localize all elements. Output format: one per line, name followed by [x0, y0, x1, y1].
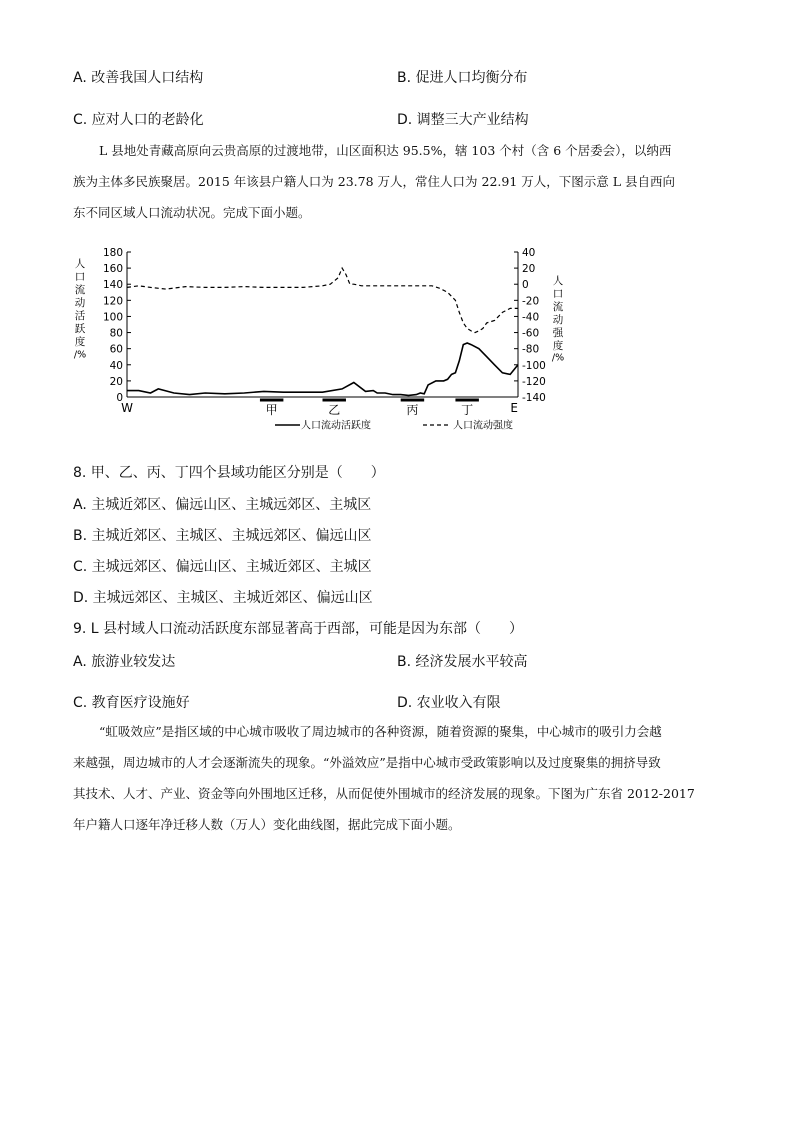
q8-option-d[interactable]: D. 主城远郊区、主城区、主城近郊区、偏远山区 [73, 590, 373, 606]
option-c-prev[interactable]: C. 应对人口的老龄化 [73, 112, 204, 128]
left-axis-label-unit: /% [73, 349, 87, 361]
left-tick-label: 140 [102, 279, 123, 292]
passage-line: 东不同区域人口流动状况。完成下面小题。 [73, 205, 311, 220]
population-flow-chart [70, 240, 565, 440]
q9-stem: 9. L 县村域人口流动活跃度东部显著高于西部，可能是因为东部（ ） [73, 621, 524, 637]
right-tick-label: -20 [522, 295, 540, 308]
right-axis-label-char: 口 [552, 288, 564, 300]
right-axis-label-char: 动 [552, 314, 564, 326]
right-tick-label: -80 [522, 343, 540, 356]
left-axis-label-char: 动 [74, 297, 86, 309]
q9-option-d[interactable]: D. 农业收入有限 [397, 695, 501, 711]
zone-label: 甲 [265, 403, 278, 417]
passage-siphon-effect [73, 716, 733, 840]
left-tick-label: 40 [109, 359, 123, 372]
left-tick-label: 20 [109, 375, 123, 388]
zone-label: 丙 [406, 403, 419, 417]
q8-option-b[interactable]: B. 主城近郊区、主城区、主城远郊区、偏远山区 [73, 528, 372, 544]
right-axis-label-char: 流 [552, 301, 564, 313]
passage-line: 族为主体多民族聚居。2015 年该县户籍人口为 23.78 万人，常住人口为 22.91 万人，下图示意 L 县自西向 [73, 174, 675, 189]
left-axis-label-char: 人 [74, 258, 86, 270]
right-axis-label [552, 274, 564, 363]
right-tick-label: -100 [522, 359, 546, 372]
option-a-prev[interactable]: A. 改善我国人口结构 [73, 70, 204, 86]
passage-line: 来越强，周边城市的人才会逐渐流失的现象。“外溢效应”是指中心城市受政策影响以及过度聚集的拥挤导致 [73, 755, 661, 770]
series-line-activity [127, 343, 518, 395]
left-tick-label: 0 [116, 392, 123, 404]
left-axis-label-char: 流 [74, 284, 86, 296]
zone-label: 丁 [461, 403, 474, 417]
left-tick-label: 60 [109, 343, 123, 356]
left-tick-label: 100 [102, 311, 123, 324]
passage-line: “虹吸效应”是指区域的中心城市吸收了周边城市的各种资源，随着资源的聚集，中心城市的吸引力会越 [99, 724, 662, 739]
q8-option-a[interactable]: A. 主城近郊区、偏远山区、主城远郊区、主城区 [73, 497, 372, 513]
right-axis-label-char: 强 [552, 327, 564, 339]
right-tick-label: 0 [522, 279, 529, 292]
option-b-prev[interactable]: B. 促进人口均衡分布 [397, 70, 528, 86]
left-axis-label-char: 口 [74, 271, 86, 283]
left-tick-label: 160 [102, 263, 123, 276]
passage-l-county [73, 135, 733, 228]
left-tick-label: 180 [102, 247, 123, 259]
q9-option-a[interactable]: A. 旅游业较发达 [73, 654, 176, 670]
left-axis-label-char: 活 [74, 310, 86, 322]
right-tick-label: -120 [522, 375, 546, 388]
right-tick-label: 40 [522, 247, 536, 259]
x-label-east: E [510, 401, 518, 415]
q9-option-b[interactable]: B. 经济发展水平较高 [397, 654, 528, 670]
left-tick-label: 120 [102, 295, 123, 308]
right-tick-label: -40 [522, 311, 540, 324]
right-axis-label-char: 人 [552, 275, 564, 287]
right-axis-label-char: 度 [552, 340, 564, 352]
left-tick-label: 80 [109, 327, 123, 340]
q8-stem: 8. 甲、乙、丙、丁四个县域功能区分别是（ ） [73, 465, 385, 481]
left-axis-label-char: 跃 [74, 323, 86, 335]
right-tick-label: -60 [522, 327, 540, 340]
passage-line: L 县地处青藏高原向云贵高原的过渡地带，山区面积达 95.5%，辖 103 个村（含 6 个居委会），以纳西 [99, 143, 672, 158]
left-axis-label [74, 257, 86, 360]
legend-label-activity: 人口流动活跃度 [301, 420, 371, 432]
series-line-intensity [127, 268, 518, 333]
right-tick-label: -140 [522, 392, 546, 404]
option-d-prev[interactable]: D. 调整三大产业结构 [397, 112, 529, 128]
left-axis-label-char: 度 [74, 336, 86, 348]
q9-option-c[interactable]: C. 教育医疗设施好 [73, 695, 190, 711]
right-axis-label-unit: /% [551, 352, 565, 364]
passage-line: 其技术、人才、产业、资金等向外围地区迁移，从而促使外围城市的经济发展的现象。下图为广东省 2012-2017 [73, 786, 695, 801]
right-tick-label: 20 [522, 263, 536, 276]
q8-option-c[interactable]: C. 主城远郊区、偏远山区、主城近郊区、主城区 [73, 559, 372, 575]
x-label-west: W [121, 401, 133, 415]
zone-label: 乙 [328, 403, 341, 417]
passage-line: 年户籍人口逐年净迁移人数（万人）变化曲线图，据此完成下面小题。 [73, 817, 461, 832]
legend-label-intensity: 人口流动强度 [453, 420, 513, 432]
